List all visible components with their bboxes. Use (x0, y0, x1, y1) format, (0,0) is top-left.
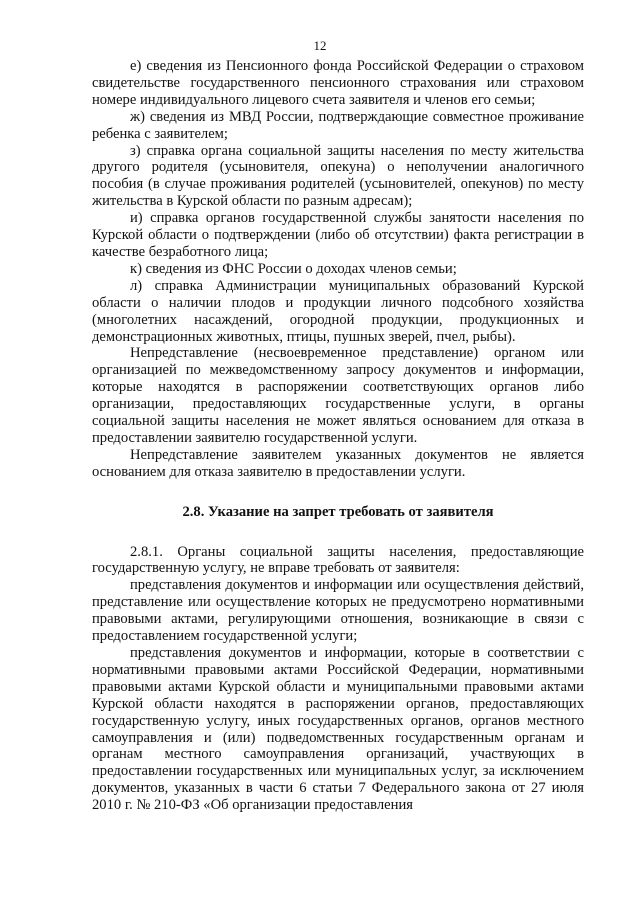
paragraph: 2.8.1. Органы социальной защиты населения, предоставляющие государственную услугу, не вправе требовать от заявителя: (92, 543, 584, 577)
paragraph: Непредставление (несвоевременное представление) органом или организацией по межведомственному запросу документов и информации, которые находятся в распоряжении соответствующих органов либо организации, предоставляющих государственные услуги, в органы социальной защиты населения не может являться основанием для отказа в предоставлении заявителю государственной услуги. (92, 345, 584, 446)
paragraph: ж) сведения из МВД России, подтверждающие совместное проживание ребенка с заявителем; (92, 108, 584, 142)
paragraph: е) сведения из Пенсионного фонда Российской Федерации о страховом свидетельстве государственного пенсионного страхования или страховом номере индивидуального лицевого счета заявителя и членов его семьи; (92, 58, 584, 108)
paragraph: представления документов и информации или осуществления действий, представление или осуществление которых не предусмотрено нормативными правовыми актами, регулирующими отношения, возникающие в связи с предоставлением государственной услуги; (92, 577, 584, 645)
paragraph: Непредставление заявителем указанных документов не является основанием для отказа заявителю в предоставлении услуги. (92, 446, 584, 480)
paragraph: и) справка органов государственной службы занятости населения по Курской области о подтверждении (либо об отсутствии) факта регистрации в качестве безработного лица; (92, 210, 584, 260)
page-number: 12 (313, 38, 327, 53)
section-heading: 2.8. Указание на запрет требовать от заявителя (182, 503, 494, 520)
paragraph: л) справка Администрации муниципальных образований Курской области о наличии плодов и продукции личного подсобного хозяйства (многолетних насаждений, огородной продукции, продукционных и демонстрационных животных, птицы, пушных зверей, пчел, рыбы). (92, 277, 584, 345)
paragraph: к) сведения из ФНС России о доходах членов семьи; (130, 260, 457, 277)
paragraph: з) справка органа социальной защиты населения по месту жительства другого родителя (усыновителя, опекуна) о неполучении аналогичного пособия (в случае проживания родителей (усыновителей, опекунов) по месту жительства в Курской области по разным адресам); (92, 142, 584, 210)
document-body (92, 58, 584, 814)
paragraph: представления документов и информации, которые в соответствии с нормативными правовыми актами Российской Федерации, нормативными правовыми актами Курской области и муниципальными правовыми актами Курской области находятся в распоряжении органов, предоставляющих государственную услугу, иных государственных органов, органов местного самоуправления и (или) подведомственных государственным органам и органам местного самоуправления организаций, участвующих в предоставлении государственных или муниципальных услуг, за исключением документов, указанных в части 6 статьи 7 Федерального закона от 27 июля 2010 г. № 210-ФЗ «Об организации предоставления (92, 645, 584, 814)
